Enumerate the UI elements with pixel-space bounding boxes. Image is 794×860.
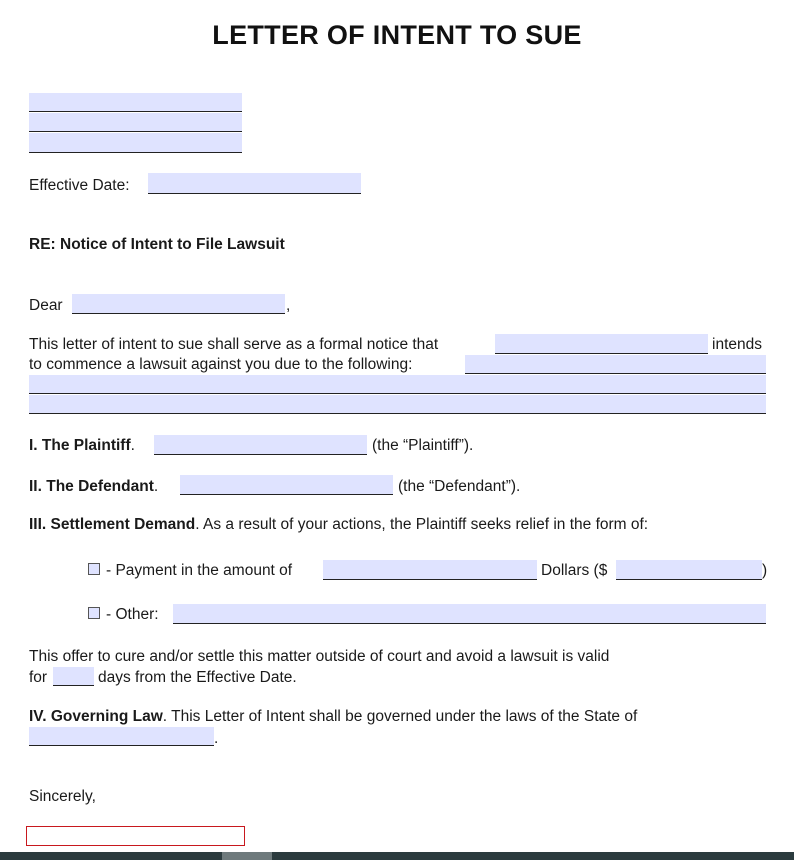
plaintiff-row bbox=[29, 437, 135, 455]
effective-date-label: Effective Date: bbox=[29, 177, 130, 194]
sincerely-text: Sincerely, bbox=[29, 788, 96, 805]
intro-text-line-1: This letter of intent to sue shall serve as a formal notice that bbox=[29, 336, 439, 353]
settlement-paragraph bbox=[29, 516, 648, 534]
document-title: LETTER OF INTENT TO SUE bbox=[212, 20, 582, 50]
plaintiff-dot: . bbox=[130, 437, 135, 454]
governing-heading: IV. Governing Law bbox=[29, 708, 163, 725]
governing-text: . This Letter of Intent shall be governed under the laws of the State of bbox=[162, 708, 638, 725]
offer-days-text: days from the Effective Date. bbox=[98, 669, 297, 686]
address-field-line-2[interactable] bbox=[29, 113, 242, 132]
other-option-label: - Other: bbox=[106, 606, 159, 623]
scrollbar-thumb[interactable] bbox=[222, 852, 272, 860]
signature-field[interactable] bbox=[26, 826, 245, 846]
other-checkbox[interactable] bbox=[88, 607, 100, 619]
address-field-line-3[interactable] bbox=[29, 133, 242, 153]
defendant-dot: . bbox=[153, 478, 159, 495]
payment-checkbox[interactable] bbox=[88, 563, 100, 575]
reason-field-line-3[interactable] bbox=[29, 395, 766, 414]
dear-comma: , bbox=[286, 297, 291, 314]
plaintiff-suffix: (the “Plaintiff”). bbox=[372, 437, 474, 454]
settlement-text: . As a result of your actions, the Plaintiff seeks relief in the form of: bbox=[195, 516, 649, 533]
defendant-row bbox=[29, 478, 158, 496]
address-field-line-1[interactable] bbox=[29, 93, 242, 112]
dear-label: Dear bbox=[29, 297, 63, 314]
defendant-heading: II. The Defendant bbox=[29, 478, 154, 495]
settlement-heading: III. Settlement Demand bbox=[29, 516, 196, 533]
effective-date-field[interactable] bbox=[148, 173, 361, 194]
defendant-name-field[interactable] bbox=[180, 475, 393, 495]
reason-field-line-2[interactable] bbox=[29, 375, 766, 394]
re-line: RE: Notice of Intent to File Lawsuit bbox=[29, 236, 285, 253]
reason-field-line-1[interactable] bbox=[465, 355, 766, 374]
intro-text-line-2: to commence a lawsuit against you due to the following: bbox=[29, 356, 413, 373]
plaintiff-name-field[interactable] bbox=[154, 435, 367, 455]
other-relief-field[interactable] bbox=[173, 604, 766, 624]
governing-state-field[interactable] bbox=[29, 727, 214, 746]
governing-period: . bbox=[214, 730, 219, 747]
payment-amount-number-field[interactable] bbox=[616, 560, 762, 580]
payment-dollars-label: Dollars ($ bbox=[541, 562, 608, 579]
defendant-suffix: (the “Defendant”). bbox=[398, 478, 521, 495]
sender-name-field[interactable] bbox=[495, 334, 708, 354]
plaintiff-heading: I. The Plaintiff bbox=[29, 437, 131, 454]
intro-intends-text: intends bbox=[712, 336, 762, 353]
recipient-name-field[interactable] bbox=[72, 294, 285, 314]
payment-option-label: - Payment in the amount of bbox=[106, 562, 293, 579]
bottom-scrollbar[interactable] bbox=[0, 852, 794, 860]
offer-days-field[interactable] bbox=[53, 667, 94, 686]
governing-paragraph bbox=[29, 708, 637, 726]
offer-for-text: for bbox=[29, 669, 48, 686]
payment-amount-words-field[interactable] bbox=[323, 560, 537, 580]
offer-text-line-1: This offer to cure and/or settle this matter outside of court and avoid a lawsuit is valid bbox=[29, 648, 610, 665]
payment-close-paren: ) bbox=[762, 562, 768, 579]
